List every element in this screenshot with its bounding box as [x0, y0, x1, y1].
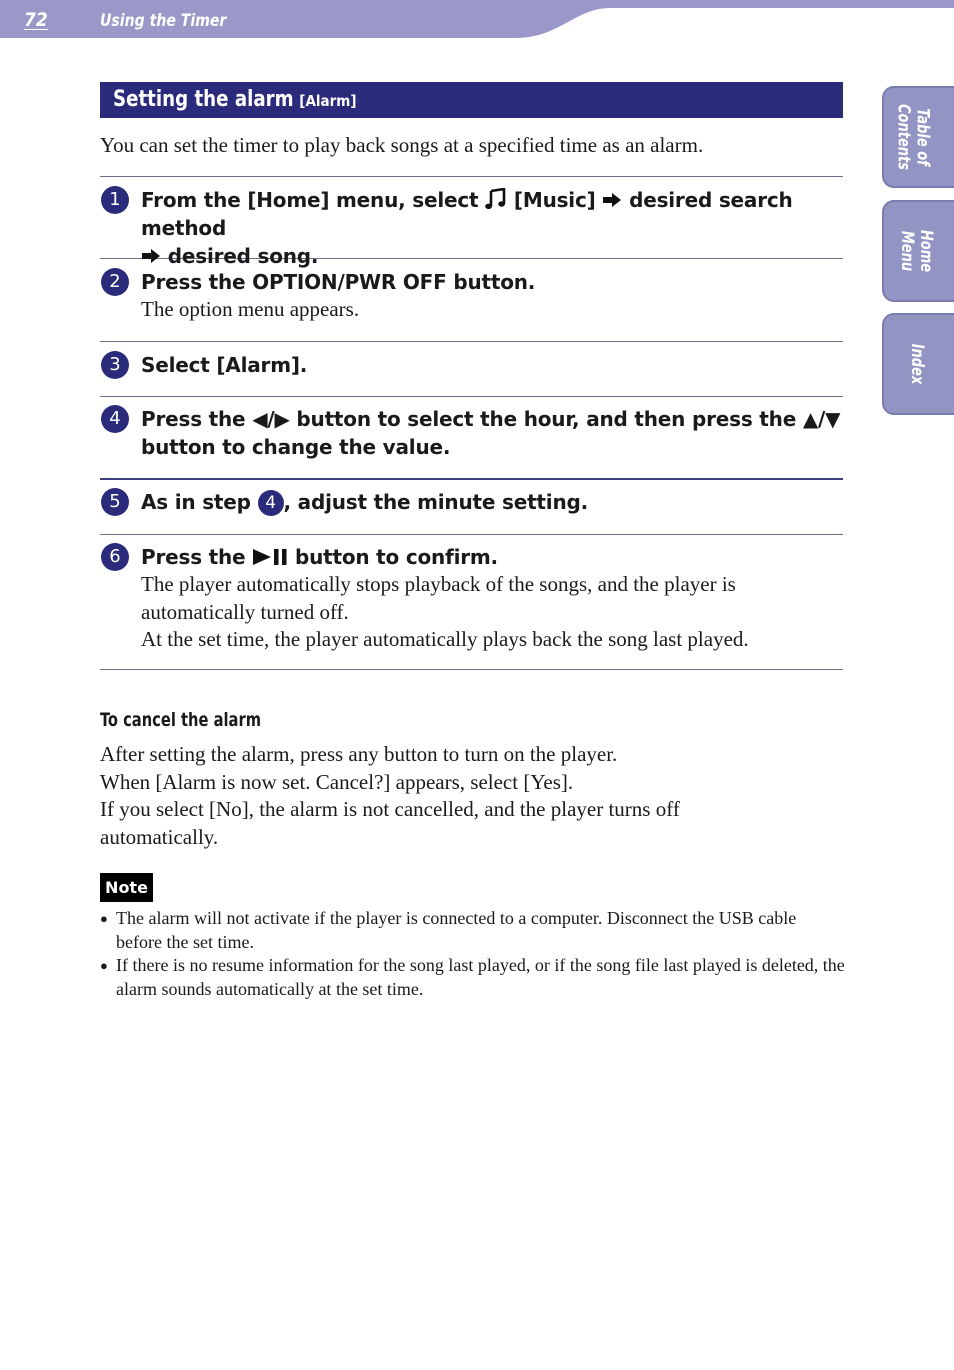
tab-label: Home Menu	[897, 229, 937, 273]
step-heading: Select [Alarm].	[141, 353, 308, 377]
cancel-instructions	[100, 741, 800, 852]
tab-index[interactable]	[882, 313, 954, 415]
cancel-line: After setting the alarm, press any button to turn on the player.	[100, 742, 618, 766]
bullet-icon: ●	[100, 911, 108, 926]
step-text: button to confirm.	[294, 545, 498, 569]
intro-text: You can set the timer to play back songs at a specified time as an alarm.	[100, 133, 704, 157]
step-2	[100, 259, 843, 341]
cancel-heading: To cancel the alarm	[100, 709, 262, 731]
step-text: As in step	[141, 490, 251, 514]
step-heading	[141, 488, 843, 516]
step-text: button to change the value.	[141, 435, 451, 459]
step-text: From the [Home] menu, select	[141, 188, 479, 212]
play-pause-icon	[252, 548, 288, 566]
step-3	[100, 342, 843, 396]
step-number: 2	[101, 268, 129, 296]
page-header	[0, 0, 954, 40]
cancel-line: When [Alarm is now set. Cancel?] appears, select [Yes].	[100, 769, 574, 794]
step-description: The player automatically stops playback of the songs, and the player is automatically turned off.	[141, 572, 736, 624]
cancel-line: If you select [No], the alarm is not cancelled, and the player turns off automatically.	[100, 797, 680, 850]
step-4	[100, 397, 843, 478]
step-number: 3	[101, 351, 129, 379]
step-description: The option menu appears.	[141, 297, 360, 321]
step-heading: Press the OPTION/PWR OFF button.	[141, 270, 536, 294]
step-6	[100, 535, 843, 669]
note-label: Note	[100, 873, 153, 902]
step-text: , adjust the minute setting.	[283, 490, 588, 514]
step-description: At the set time, the player automatically plays back the song last played.	[141, 627, 749, 651]
step-1	[100, 177, 843, 268]
up-down-triangle-icon: ▲/▼	[802, 407, 841, 431]
step-number: 5	[101, 488, 129, 516]
step-heading	[141, 405, 843, 461]
title-sub: [Alarm]	[299, 92, 357, 110]
tab-label: Index	[906, 343, 927, 385]
right-arrow-icon	[602, 192, 622, 208]
bullet-icon: ●	[100, 958, 108, 973]
left-right-triangle-icon: ◀/▶	[252, 407, 290, 431]
tab-home-menu[interactable]	[882, 200, 954, 302]
step-text: desired song.	[167, 244, 319, 268]
step-5	[100, 480, 843, 534]
step-list	[100, 176, 843, 670]
step-text: desired search method	[141, 188, 793, 240]
step-text: Press the	[141, 407, 246, 431]
title-main: Setting the alarm	[113, 87, 294, 112]
note-item	[100, 907, 845, 954]
step-text: [Music]	[513, 188, 596, 212]
note-item	[100, 954, 845, 1001]
section-name: Using the Timer	[100, 11, 227, 31]
step-reference-badge: 4	[258, 490, 284, 516]
step-heading	[141, 186, 843, 270]
step-number: 6	[101, 543, 129, 571]
tab-label: Table of Contents	[893, 104, 933, 170]
step-text: button to select the hour, and then press the	[296, 407, 797, 431]
page-title	[100, 82, 843, 118]
step-number: 1	[101, 186, 129, 214]
step-number: 4	[101, 405, 129, 433]
note-text: The alarm will not activate if the player is connected to a computer. Disconnect the USB cable before the set time.	[116, 908, 797, 952]
music-note-icon	[485, 188, 507, 210]
page-number: 72	[24, 9, 48, 31]
note-text: If there is no resume information for the song last played, or if the song file last played is deleted, the alarm sounds automatically at the set time.	[116, 955, 845, 999]
note-list	[100, 907, 845, 1001]
divider	[100, 669, 843, 670]
tab-table-of-contents[interactable]	[882, 86, 954, 188]
step-text: Press the	[141, 545, 246, 569]
step-heading	[141, 543, 843, 571]
